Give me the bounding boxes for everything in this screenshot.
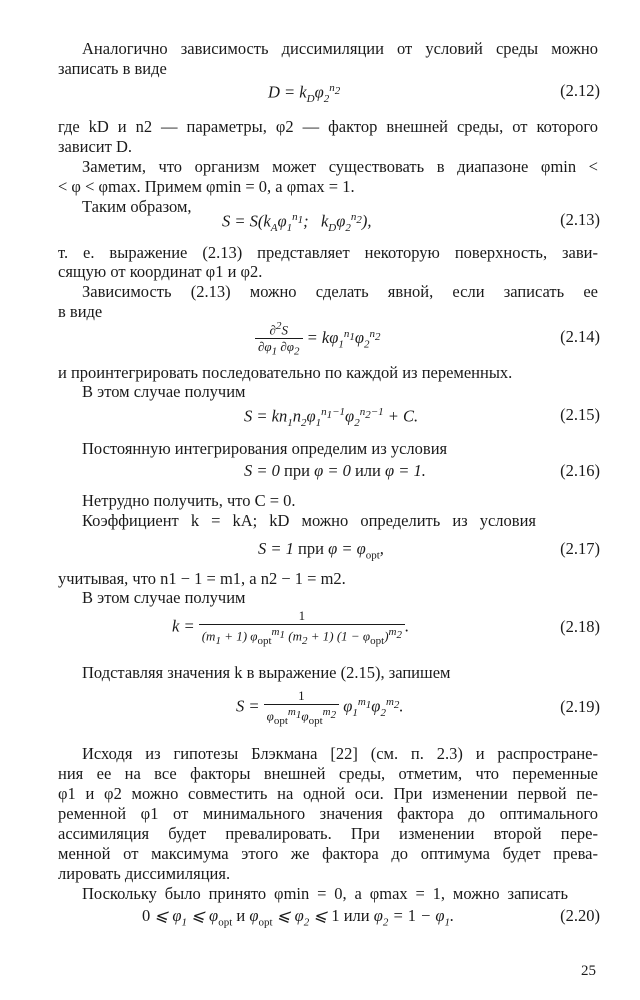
text-line: < φ < φmax. Примем φmin = 0, а φmax = 1. [58,177,355,196]
equation-2-15: $S = kn_1n_2\varphi_1^{n_1-1}\varphi_2^{n_2-1} + C$. (2.15) [244,405,600,429]
text-line: т. е. выражение (2.13) представляет некоторую поверхность, зави- [58,243,598,262]
equation-2-12: $D = k_D\varphi_2^{n_2}$ (2.12) [268,81,600,105]
equation-2-16: S = 0 при φ = 0 или φ = 1. (2.16) [244,461,600,480]
equation-number: (2.17) [560,539,600,558]
text-line: Аналогично зависимость диссимиляции от условий среды можно [82,39,598,58]
text-line: ния ее на все факторы внешней среды, отметим, что переменные [58,764,598,783]
text-line: φ1 и φ2 можно совместить на одной оси. При изменении первой пе- [58,784,598,803]
equation-number: (2.12) [560,81,600,100]
text-line: в виде [58,302,103,321]
text-line: В этом случае получим [82,382,246,401]
equation-number: (2.20) [560,906,600,925]
equation-2-17: S = 1 при $\varphi = \varphi_{opt}$, (2.17) [258,539,600,562]
equation-2-20: 0 ⩽ $\varphi_1$ ⩽ $\varphi_{opt}$ и $\varphi_{opt}$ ⩽ $\varphi_2$ ⩽ 1 или $\varphi_2 = 1 - \varphi_1$. (2.20) [142,906,600,929]
equation-number: (2.13) [560,210,600,229]
text-line: Подставляя значения k в выражение (2.15), запишем [82,663,451,682]
text-line: Таким образом, [82,197,192,216]
text-line: Коэффициент k = kA; kD можно определить из условия [82,511,536,530]
text-line: В этом случае получим [82,588,246,607]
text-line: ременной φ1 от минимального значения фактора до оптимального [58,804,598,823]
text-line: Зависимость (2.13) можно сделать явной, если записать ее [82,282,598,301]
text-line: записать в виде [58,59,167,78]
equation-2-18: k = $\frac{1}{(m_1 + 1) \varphi_{opt}^{m_1} (m_2 + 1) (1 - \varphi_{opt})^{m_2}}$ . (2.18) [172,608,600,647]
equation-number: (2.14) [560,327,600,346]
text-line: сящую от координат φ1 и φ2. [58,262,263,281]
fraction: $\frac{\partial^2S}{\partial\varphi_1 \partial\varphi_2}$ [255,320,303,359]
text-line: менной от максимума этого же фактора до оптимума будет прева- [58,844,598,863]
text-line: Исходя из гипотезы Блэкмана [22] (см. п. 2.3) и распростране- [82,744,598,763]
text-line: Заметим, что организм может существовать в диапазоне φmin < [82,157,598,176]
equation-number: (2.15) [560,405,600,424]
page-number: 25 [581,963,596,979]
text-line: лировать диссимиляция. [58,864,231,883]
equation-number: (2.18) [560,617,600,636]
fraction: $\frac{1}{(m_1 + 1) \varphi_{opt}^{m_1} (m_2 + 1) (1 - \varphi_{opt})^{m_2}}$ [199,608,405,648]
text-line: Поскольку было принято φmin = 0, а φmax = 1, можно записать [82,884,568,903]
text-line: зависит D. [58,137,132,156]
text-line: учитывая, что n1 − 1 = m1, а n2 − 1 = m2. [58,569,346,588]
fraction: $\frac{1}{\varphi_{opt}^{m_1}\varphi_{opt}^{m_2}}$ [264,688,339,728]
text-line: Нетрудно получить, что C = 0. [82,491,296,510]
text-line: Постоянную интегрирования определим из условия [82,439,448,458]
equation-2-19: S = $\frac{1}{\varphi_{opt}^{m_1}\varphi_{opt}^{m_2}}$ $\varphi_1^{m_1}\varphi_2^{m_2}$. (2.19) [236,688,600,727]
equation-2-14: $\frac{\partial^2S}{\partial\varphi_1 \partial\varphi_2}$ = $k\varphi_1^{n_1}\varphi_2^{n_2}$ (2.14) [0,320,640,360]
equation-number: (2.19) [560,697,600,716]
text-line: где kD и n2 — параметры, φ2 — фактор внешней среды, от которого [58,117,598,136]
equation-number: (2.16) [560,461,600,480]
text-line: ассимиляция будет превалировать. При изменении второй пере- [58,824,598,843]
text-line: и проинтегрировать последовательно по каждой из переменных. [58,363,513,382]
equation-2-13: $S = S(k_A\varphi_1^{n_1}$; $k_D\varphi_2^{n_2}$), (2.13) [222,210,600,234]
